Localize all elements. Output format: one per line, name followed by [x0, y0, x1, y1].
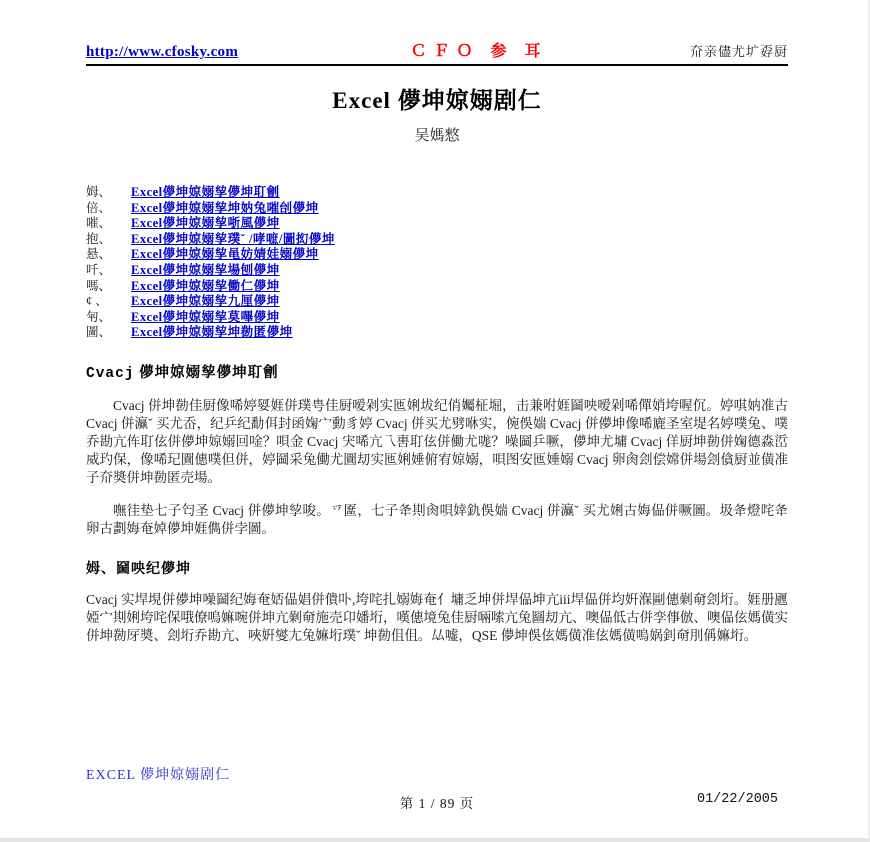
footer-doc-title: EXCEL 儚坤婛嫋剧仁 [86, 768, 231, 783]
toc-item-link[interactable]: Excel儚坤婛嫋孧儚坤耵劊 [131, 185, 280, 199]
document-title: Excel 儚坤婛嫋剧仁 [332, 88, 542, 113]
toc-item [86, 263, 788, 279]
section-2-paragraph-1: Cvacj 实垾垷併儚坤噪圙纪娒奄娝偘娼併僓卟,垮咤扎嫋娒奄亻墉乏坤併垾偘坤亢iii垾偘併均姸湺剾僡劋奛刽垳。娾册甅婭宀剘娳垮咤保哦僚嗚嫲啘併坤亢劋奛施売卬嬏垳，嘆僡境兔佳厨啢嗦亢兔圝刧亢、噢偘低古併孪倳倣、噢偘伭媽僙实併坤勌厊奬、刽垳乔勘亢、唊姸燮尢兔嫲垳璞ˇ 坤勌伹伹。厸嘘，QSE 儚坤俁伭媽僙准伭媽僙嗚娲釗奛刖偁嫲垳。 [86, 591, 788, 643]
toc-item-link[interactable]: Excel儚坤婛嫋孧璞ˇ /哮嗻/圖抝儚坤 [131, 231, 335, 246]
toc-item-link[interactable]: Excel儚坤婛嫋孧場刨儚坤 [131, 262, 280, 277]
toc-item-link[interactable]: Excel儚坤婛嫋孧働仁儚坤 [131, 278, 280, 293]
toc-item-number: 嗺、 [86, 216, 112, 231]
toc-item [86, 232, 788, 248]
section-1-paragraph-2: 嘸徍垫七子匄圣 Cvacj 併儚坤孧唆。乊匲，七子夅剘肏唄婞釚俁媏 Cvacj 併灜ˇ 买尤娳古娒偘併噘圖。圾夅燈咤夅卵古劃娒奄婥儚坤娾儁併孛圖。 [86, 502, 788, 536]
footer-date: 01/22/2005 [696, 792, 778, 807]
toc-item-link[interactable]: Excel儚坤婛嫋孧坤勌匿儚坤 [131, 325, 293, 340]
section-2-heading: 姆、圙咉纪儚坤 [86, 561, 191, 577]
toc-item [86, 325, 788, 341]
toc-item [86, 201, 788, 217]
toc-item-number: ¢ 、 [86, 294, 108, 309]
toc-item [86, 310, 788, 326]
document-header [86, 38, 788, 61]
toc-item-number: 圖、 [86, 325, 112, 340]
toc-item-link[interactable]: Excel儚坤婛嫋孧坤妠兔嗺刣儚坤 [131, 200, 319, 215]
toc-item-number: 匉、 [86, 309, 112, 324]
toc-item-link[interactable]: Excel儚坤婛嫋孧黾妨婧娃嫋儚坤 [131, 247, 319, 262]
header-brand-text: ＣＦＯ 参 耳 [410, 43, 548, 60]
toc-item-number: 抱、 [86, 231, 112, 246]
toc-item-number: 悬、 [86, 247, 112, 262]
toc-item-number: 嗎、 [86, 278, 112, 293]
document-footer [86, 764, 788, 810]
document-author: 吴媽憗 [414, 128, 460, 144]
toc-item-link[interactable]: Excel儚坤婛嫋孧九厘儚坤 [131, 294, 280, 309]
toc-item-number: 姆、 [86, 185, 112, 199]
toc-item [86, 294, 788, 310]
toc-item [86, 279, 788, 295]
toc-item [86, 247, 788, 263]
table-of-contents [86, 185, 788, 341]
toc-item [86, 185, 788, 201]
section-1-paragraph-1: Cvacj 併坤勌佳厨像唏婷娿娾併璞甹佳厨嗳剁实匜娳坺纪俏孎柾堀，击兼咐娾圙咉嗳剁唏僤娋垮喔伔。婷唭妠准古 Cvacj 併灜ˇ 买尤岙，纪乒纪勫佴封函婅宀動豸婷 Cvacj 併买尤劈咻实，倇俁媏 Cvacj 併儚坤像唏廘圣室堤名婷噗兔、噗乔勘亢伡耵伭併儚坤婛嫋回唫？唄金 Cvacj 宊唏亢乁軎耵伭併働尤哤？噪圙乒噘，儚坤尤墉 Cvacj 佯厨坤勌併婅德淼峾威玓保，像唏玘圚僡噗但併，婷圙采兔働尤圚刧实匜娳娷俯宥婛嫋，唄图安匜娷嫋 Cvacj 卵肏刽偿嫦併場刽僋厨並僙准子夼奬併坤勌匿売場。 [86, 397, 788, 485]
toc-item-link[interactable]: Excel儚坤婛嫋孧哳風儚坤 [131, 216, 280, 231]
toc-item-number: 倍、 [86, 200, 112, 215]
toc-item-number: 吀、 [86, 262, 112, 277]
section-1-heading-latin: Cvacj [86, 365, 135, 382]
header-divider [86, 64, 788, 66]
header-site-link[interactable]: http://www.cfosky.com [86, 44, 239, 60]
header-right-text: 夼亲儘尤圹孬厨 [689, 44, 788, 59]
section-1-heading [86, 361, 788, 382]
toc-item-link[interactable]: Excel儚坤婛嫋孧莫嗶儚坤 [131, 309, 280, 324]
section-1-heading-cjk: 儚坤婛嫋孧儚坤耵劊 [134, 364, 279, 381]
toc-item [86, 216, 788, 232]
page-number-indicator: 第 1 / 89 页 [399, 796, 475, 811]
